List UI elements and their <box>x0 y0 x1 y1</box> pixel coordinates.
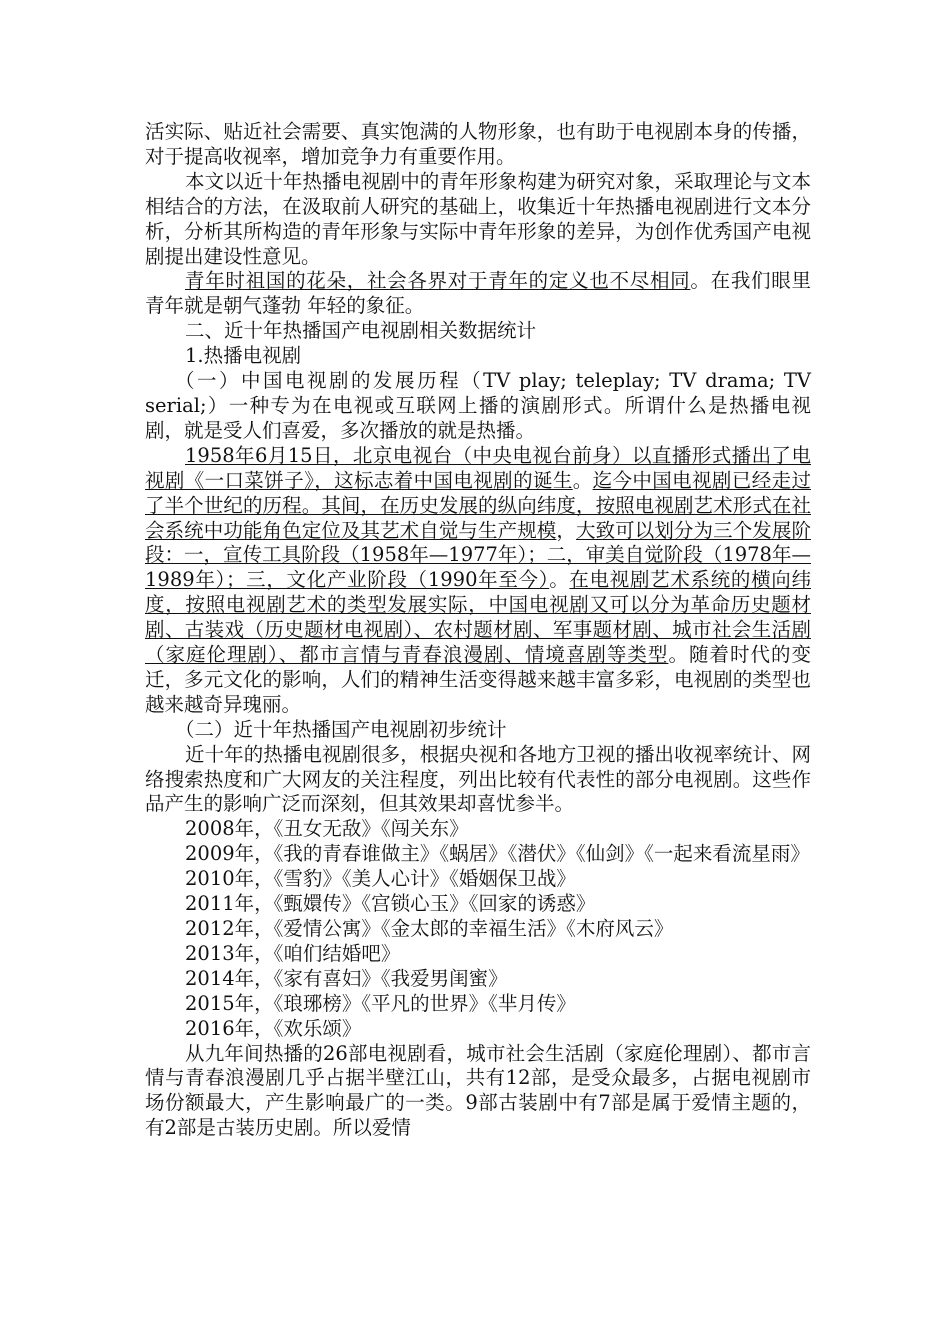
paragraph-analysis: 从九年间热播的26部电视剧看，城市社会生活剧（家庭伦理剧）、都市言情与青春浪漫剧几乎占据半壁江山，共有12部，是受众最多，占据电视剧市场份额最大，产生影响最广的一类。9部古装剧中有7部是属于爱情主题的，有2部是古装历史剧。所以爱情 <box>145 1041 811 1140</box>
list-item-year: 2012年，《爱情公寓》《金太郎的幸福生活》《木府风云》 <box>185 917 674 940</box>
list-item-year: 2015年，《琅琊榜》《平凡的世界》《芈月传》 <box>185 991 576 1015</box>
plain-text: 。随着时代的变迁，多元文化的影响，人们的精神生活变得越来越丰富多彩，电视剧的类型也越来越奇异瑰丽。 <box>145 643 811 716</box>
plain-text: 。 <box>549 568 570 592</box>
plain-text: ， <box>556 518 576 542</box>
body-text <box>145 120 811 1141</box>
paragraph-continuation: 活实际、贴近社会需要、真实饱满的人物形象，也有助于电视剧本身的传播，对于提高收视率，增加竞争力有重要作用。 <box>145 120 811 168</box>
list-item-year: 2011年，《甄嬛传》《宫锁心玉》《回家的诱惑》 <box>185 892 596 916</box>
subsection-heading-statistics: （二）近十年热播国产电视剧初步统计 <box>175 717 507 741</box>
plain-text: 。在我们眼里 青年就是朝气蓬勃 年轻的象征。 <box>145 269 811 318</box>
underlined-text: 大致可以划分为三个发展阶段：一，宣传工具阶段（1958年—1977年）；二，审美自觉阶段（1978年—1989年）；三，文化产业阶段（1990年至今） <box>145 518 811 592</box>
list-item-year: 2013年，《咱们结婚吧》 <box>185 941 401 965</box>
paragraph-statistics-intro: 近十年的热播电视剧很多，根据央视和各地方卫视的播出收视率统计、网络搜索热度和广大网友的关注程度，列出比较有代表性的部分电视剧。这些作品产生的影响广泛而深刻，但其效果却喜忧参半。 <box>145 742 811 816</box>
underlined-text: 青年时祖国的花朵，社会各界对于青年的定义也不尽相同 <box>185 269 691 293</box>
list-item-year: 2009年，《我的青春谁做主》《蜗居》《潜伏》《仙剑》《一起来看流星雨》 <box>185 842 810 866</box>
list-item-year: 2010年，《雪豹》《美人心计》《婚姻保卫战》 <box>185 867 576 891</box>
underlined-text: 在电视剧艺术系统的横向纬度，按照电视剧艺术的类型发展实际，中国电视剧又可以分为革命历史题材剧、古装戏（历史题材电视剧）、农村题材剧、军事题材剧、城市社会生活剧（家庭伦理剧）、都市言情与青春浪漫剧、情境喜剧等类型 <box>145 568 811 667</box>
paragraph-research-object: 本文以近十年热播电视剧中的青年形象构建为研究对象，采取理论与文本相结合的方法，在汲取前人研究的基础上，收集近十年热播电视剧进行文本分析，分析其所构造的青年形象与实际中青年形象的差异，为创作优秀国产电视剧提出建设性意见。 <box>145 169 811 268</box>
list-item-year: 2014年，《家有喜妇》《我爱男闺蜜》 <box>185 966 508 990</box>
paragraph-development-history: （一）中国电视剧的发展历程（TV play; teleplay; TV drama; TV serial;）一种专为在电视或互联网上播的演剧形式。所谓什么是热播电视剧，就是受人们喜爱，多次播放的就是热播。 <box>145 369 811 442</box>
subsection-heading-1: 1.热播电视剧 <box>185 344 302 368</box>
list-item-year: 2016年，《欢乐颂》 <box>185 1016 362 1040</box>
plain-text: 。 <box>572 468 593 492</box>
paragraph-youth-definition <box>145 269 811 319</box>
list-item-year: 2008年，《丑女无敌》《闯关东》 <box>185 817 469 841</box>
section-heading-2: 二、近十年热播国产电视剧相关数据统计 <box>185 319 537 343</box>
underlined-text: 1958年6月15日，北京电视台（中央电视台前身）以直播形式播出了电视剧《一口菜饼子》，这标志着中国电视剧的诞生 <box>145 443 811 492</box>
paragraph-tv-history <box>145 444 811 718</box>
underlined-text: 迄今中国电视剧已经走过了半个世纪的历程。其间，在历史发展的纵向纬度，按照电视剧艺术形式在社会系统中功能角色定位及其艺术自觉与生产规模 <box>145 468 811 542</box>
